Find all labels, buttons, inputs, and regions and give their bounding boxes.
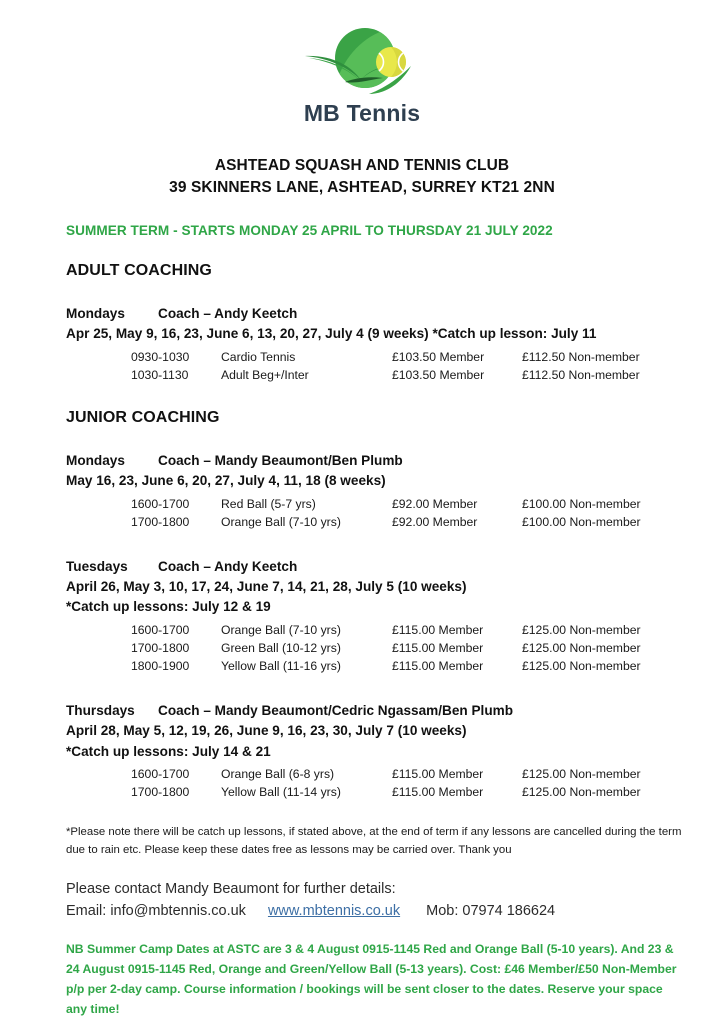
club-address: 39 SKINNERS LANE, ASHTEAD, SURREY KT21 2NN	[169, 179, 555, 196]
table-row	[66, 495, 684, 513]
group-day: Mondays	[66, 306, 125, 321]
row-activity: Yellow Ball (11-14 yrs)	[221, 784, 341, 799]
row-time: 1600-1700	[131, 622, 190, 637]
group-dates: May 16, 23, June 6, 20, 27, July 4, 11, 18 (8 weeks)	[66, 473, 386, 489]
row-nonmember-price: £112.50 Non-member	[522, 349, 640, 364]
section-title-junior-coaching: JUNIOR COACHING	[66, 408, 220, 426]
table-row	[66, 348, 684, 366]
website-link[interactable]: www.mbtennis.co.uk	[267, 902, 401, 919]
catchup-footnote: *Please note there will be catch up lessons, if stated above, at the end of term if any lessons are cancelled during the term due to rain etc. Please keep these dates free as lessons may be carried over. Thank you	[66, 825, 682, 857]
schedule-rows	[66, 765, 684, 801]
row-member-price: £115.00 Member	[392, 640, 484, 655]
group-junior-mondays	[66, 451, 684, 531]
summer-camp-notice: NB Summer Camp Dates at ASTC are 3 & 4 August 0915-1145 Red and Orange Ball (5-10 years). And 23 & 24 August 0915-1145 Red, Orange and Green/Yellow Ball (5-13 years). Cost: £46 Member/£50 Non-Member p/p per 2-day camp. Course information / bookings will be sent closer to the dates. Reserve your space any time!	[66, 942, 677, 1016]
row-time: 0930-1030	[131, 349, 190, 364]
mobile-number: Mob: 07974 186624	[426, 902, 556, 919]
row-nonmember-price: £112.50 Non-member	[522, 367, 640, 382]
row-member-price: £92.00 Member	[392, 496, 478, 511]
row-member-price: £103.50 Member	[392, 349, 485, 364]
logo-wordmark: MB Tennis	[303, 100, 421, 126]
club-name: ASHTEAD SQUASH AND TENNIS CLUB	[214, 157, 510, 174]
row-activity: Green Ball (10-12 yrs)	[221, 640, 341, 655]
group-header-line	[66, 701, 684, 721]
group-header-line	[66, 557, 684, 577]
row-time: 1700-1800	[131, 640, 190, 655]
email-address[interactable]: Email: info@mbtennis.co.uk	[66, 902, 246, 919]
group-adult-mondays	[66, 304, 684, 384]
row-activity: Yellow Ball (11-16 yrs)	[221, 658, 341, 673]
row-member-price: £92.00 Member	[392, 514, 478, 529]
group-header-line	[66, 451, 684, 471]
group-dates: April 28, May 5, 12, 19, 26, June 9, 16, 23, 30, July 7 (10 weeks)	[66, 723, 467, 739]
mb-tennis-logo-icon	[303, 22, 421, 98]
row-nonmember-price: £100.00 Non-member	[522, 496, 641, 511]
group-junior-thursdays	[66, 701, 684, 801]
group-dates: April 26, May 3, 10, 17, 24, June 7, 14, 21, 28, July 5 (10 weeks)	[66, 578, 467, 594]
row-nonmember-price: £125.00 Non-member	[522, 784, 641, 799]
group-day: Mondays	[66, 452, 125, 468]
club-heading	[40, 155, 684, 199]
schedule-rows	[66, 621, 684, 675]
schedule-rows	[66, 495, 684, 531]
row-activity: Orange Ball (6-8 yrs)	[221, 766, 335, 781]
row-time: 1700-1800	[131, 784, 190, 799]
row-time: 1800-1900	[131, 658, 190, 673]
row-nonmember-price: £100.00 Non-member	[522, 514, 641, 529]
table-row	[66, 657, 684, 675]
contact-details-row	[66, 901, 684, 922]
group-dates: Apr 25, May 9, 16, 23, June 6, 13, 20, 27, July 4 (9 weeks) *Catch up lesson: July 11	[66, 326, 597, 342]
row-member-price: £115.00 Member	[392, 658, 484, 673]
row-member-price: £115.00 Member	[392, 784, 484, 799]
group-coach: Coach – Mandy Beaumont/Cedric Ngassam/Ben Plumb	[158, 702, 514, 718]
table-row	[66, 783, 684, 801]
row-activity: Adult Beg+/Inter	[221, 367, 309, 382]
row-member-price: £115.00 Member	[392, 766, 484, 781]
row-nonmember-price: £125.00 Non-member	[522, 766, 641, 781]
group-coach: Coach – Andy Keetch	[158, 558, 298, 574]
table-row	[66, 513, 684, 531]
section-title-adult-coaching: ADULT COACHING	[66, 262, 212, 279]
group-coach: Coach – Mandy Beaumont/Ben Plumb	[158, 452, 403, 468]
logo-block	[40, 0, 684, 127]
row-nonmember-price: £125.00 Non-member	[522, 640, 641, 655]
table-row	[66, 765, 684, 783]
row-time: 1700-1800	[131, 514, 190, 529]
group-catchup: *Catch up lessons: July 12 & 19	[66, 599, 271, 615]
row-time: 1600-1700	[131, 766, 190, 781]
contact-intro: Please contact Mandy Beaumont for further details:	[66, 881, 396, 898]
contact-block	[66, 879, 684, 922]
row-member-price: £115.00 Member	[392, 622, 484, 637]
row-time: 1600-1700	[131, 496, 190, 511]
row-activity: Orange Ball (7-10 yrs)	[221, 514, 341, 529]
table-row	[66, 639, 684, 657]
group-day: Thursdays	[66, 702, 135, 718]
group-coach: Coach – Andy Keetch	[158, 306, 298, 321]
row-member-price: £103.50 Member	[392, 367, 485, 382]
row-nonmember-price: £125.00 Non-member	[522, 622, 641, 637]
group-day: Tuesdays	[66, 558, 128, 574]
term-dates-line: SUMMER TERM - STARTS MONDAY 25 APRIL TO THURSDAY 21 JULY 2022	[66, 223, 553, 238]
table-row	[66, 366, 684, 384]
schedule-rows	[66, 348, 684, 384]
group-junior-tuesdays	[66, 557, 684, 675]
row-activity: Orange Ball (7-10 yrs)	[221, 622, 341, 637]
row-activity: Cardio Tennis	[221, 349, 296, 364]
group-catchup: *Catch up lessons: July 14 & 21	[66, 743, 271, 759]
table-row	[66, 621, 684, 639]
row-activity: Red Ball (5-7 yrs)	[221, 496, 316, 511]
group-header-line	[66, 304, 684, 324]
row-time: 1030-1130	[131, 367, 189, 382]
row-nonmember-price: £125.00 Non-member	[522, 658, 641, 673]
